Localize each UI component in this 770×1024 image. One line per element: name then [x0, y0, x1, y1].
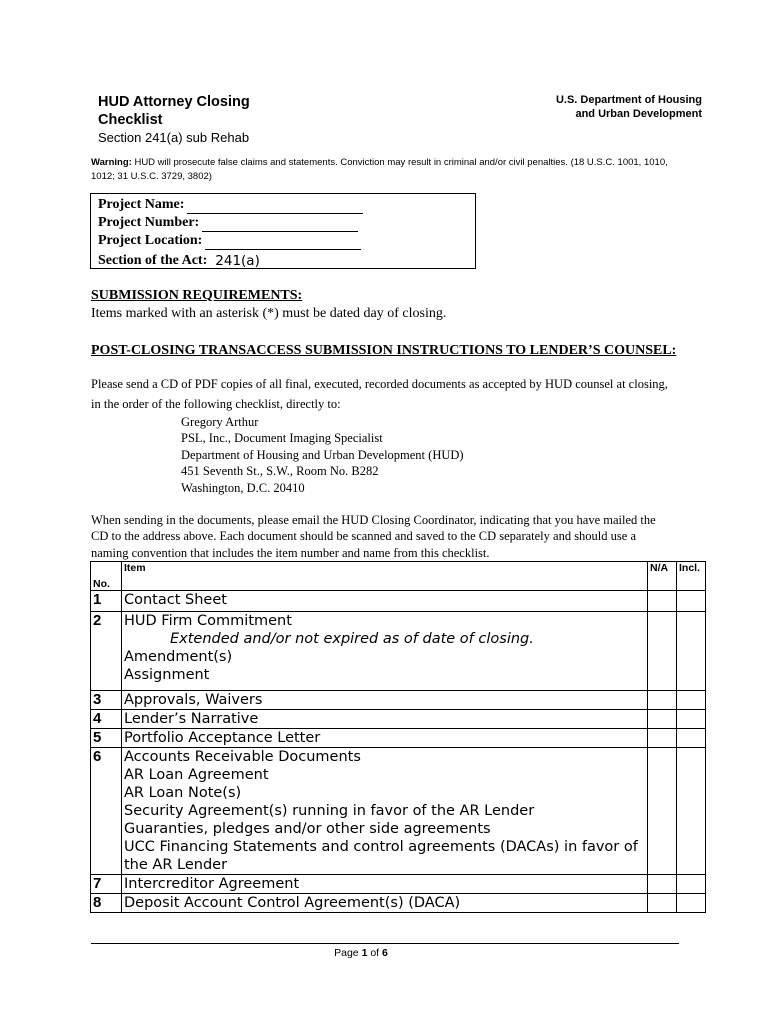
table-row	[91, 591, 706, 612]
section-of-act-label: Section of the Act:	[98, 253, 208, 268]
na-checkbox-cell[interactable]	[648, 591, 677, 612]
table-row	[91, 691, 706, 710]
incl-checkbox-cell[interactable]	[677, 894, 706, 913]
project-location-field[interactable]	[205, 235, 361, 250]
row-item	[122, 612, 648, 691]
item-line: Contact Sheet	[124, 592, 227, 608]
item-subline: Assignment	[124, 667, 210, 683]
row-number: 8	[91, 894, 122, 913]
item-line: Portfolio Acceptance Letter	[124, 730, 321, 746]
item-line: UCC Financing Statements and control agreements (DACAs) in favor of the AR Lender	[124, 839, 638, 873]
na-checkbox-cell[interactable]	[648, 612, 677, 691]
incl-checkbox-cell[interactable]	[677, 729, 706, 748]
row-item	[122, 710, 648, 729]
title-line-1: HUD Attorney Closing	[98, 94, 250, 110]
submission-heading: SUBMISSION REQUIREMENTS:	[91, 288, 303, 303]
row-item	[122, 691, 648, 710]
agency-line-2: and Urban Development	[575, 108, 702, 120]
submission-text: Items marked with an asterisk (*) must be dated day of closing.	[91, 306, 447, 321]
project-name-label: Project Name:	[98, 197, 185, 212]
checklist-table	[90, 561, 706, 913]
item-line: Guaranties, pledges and/or other side agreements	[124, 821, 491, 837]
document-subtitle: Section 241(a) sub Rehab	[98, 130, 250, 145]
page-of: of	[367, 947, 383, 959]
agency-name	[556, 93, 702, 121]
row-number: 6	[91, 748, 122, 875]
item-note: Extended and/or not expired as of date of closing.	[170, 631, 534, 647]
na-checkbox-cell[interactable]	[648, 748, 677, 875]
warning-text: HUD will prosecute false claims and statements. Conviction may result in criminal and/or civil penalties. (18 U.S.C. 1001, 1010, 1012; 31 U.S.C. 3729, 3802)	[91, 157, 668, 182]
item-line: HUD Firm Commitment	[124, 613, 292, 629]
item-line: AR Loan Agreement	[124, 767, 269, 783]
project-name-field[interactable]	[187, 199, 363, 214]
address-line: Washington, D.C. 20410	[181, 480, 305, 495]
incl-checkbox-cell[interactable]	[677, 691, 706, 710]
project-number-label: Project Number:	[98, 215, 200, 230]
page-number: 1	[361, 947, 368, 959]
table-row	[91, 612, 706, 691]
table-row	[91, 710, 706, 729]
table-row	[91, 729, 706, 748]
na-checkbox-cell[interactable]	[648, 875, 677, 894]
col-header-incl: Incl.	[677, 562, 706, 591]
row-item	[122, 591, 648, 612]
table-row	[91, 894, 706, 913]
section-of-act-line	[98, 252, 475, 270]
col-header-item: Item	[122, 562, 648, 591]
row-item	[122, 748, 648, 875]
address-line: 451 Seventh St., S.W., Room No. B282	[181, 464, 379, 479]
item-subline: Amendment(s)	[124, 649, 233, 665]
warning-label: Warning:	[91, 157, 132, 168]
page-prefix: Page	[334, 947, 362, 959]
na-checkbox-cell[interactable]	[648, 894, 677, 913]
row-number: 3	[91, 691, 122, 710]
item-line: AR Loan Note(s)	[124, 785, 242, 801]
na-checkbox-cell[interactable]	[648, 691, 677, 710]
row-item	[122, 894, 648, 913]
project-name-line	[98, 196, 475, 214]
document-title	[98, 93, 250, 129]
incl-checkbox-cell[interactable]	[677, 591, 706, 612]
incl-checkbox-cell[interactable]	[677, 748, 706, 875]
item-line: Deposit Account Control Agreement(s) (DACA)	[124, 895, 461, 911]
project-number-line	[98, 214, 475, 232]
title-line-2: Checklist	[98, 112, 163, 128]
project-location-line	[98, 232, 475, 250]
warning-notice	[91, 156, 689, 184]
row-number: 1	[91, 591, 122, 612]
item-line: Approvals, Waivers	[124, 692, 263, 708]
item-line: Security Agreement(s) running in favor of the AR Lender	[124, 803, 535, 819]
post-closing-heading: POST-CLOSING TRANSACCESS SUBMISSION INSTRUCTIONS TO LENDER’S COUNSEL:	[91, 343, 677, 358]
page-total: 6	[382, 947, 388, 959]
col-header-no: No.	[91, 562, 122, 591]
table-header-row	[91, 562, 706, 591]
na-checkbox-cell[interactable]	[648, 729, 677, 748]
agency-line-1: U.S. Department of Housing	[555, 94, 702, 106]
project-number-field[interactable]	[202, 217, 358, 232]
row-item	[122, 875, 648, 894]
row-number: 7	[91, 875, 122, 894]
incl-checkbox-cell[interactable]	[677, 612, 706, 691]
address-line: Gregory Arthur	[181, 415, 259, 429]
col-header-na: N/A	[648, 562, 677, 591]
address-line: Department of Housing and Urban Development (HUD)	[181, 447, 464, 462]
item-line: Intercreditor Agreement	[124, 876, 300, 892]
table-row	[91, 875, 706, 894]
page-footer	[0, 947, 722, 959]
incl-checkbox-cell[interactable]	[677, 710, 706, 729]
row-number: 5	[91, 729, 122, 748]
item-line: Lender’s Narrative	[124, 711, 259, 727]
row-number: 4	[91, 710, 122, 729]
incl-checkbox-cell[interactable]	[677, 875, 706, 894]
project-info-box	[90, 193, 476, 269]
post-closing-instructions: Please send a CD of PDF copies of all final, executed, recorded documents as accepted by HUD counsel at closing, in the order of the following checklist, directly to:	[91, 377, 668, 411]
row-item	[122, 729, 648, 748]
row-number: 2	[91, 612, 122, 691]
na-checkbox-cell[interactable]	[648, 710, 677, 729]
item-line: Accounts Receivable Documents	[124, 749, 361, 765]
table-row	[91, 748, 706, 875]
project-location-label: Project Location:	[98, 233, 203, 248]
section-of-act-value: 241(a)	[215, 253, 260, 269]
footer-divider	[91, 943, 679, 944]
address-line: PSL, Inc., Document Imaging Specialist	[181, 431, 383, 446]
sending-instructions: When sending in the documents, please email the HUD Closing Coordinator, indicating that you have mailed the CD to the address above. Each document should be scanned and saved to the CD separately and should use a naming convention that includes the item number and name from this checklist.	[91, 513, 656, 560]
mailing-address	[181, 414, 464, 496]
